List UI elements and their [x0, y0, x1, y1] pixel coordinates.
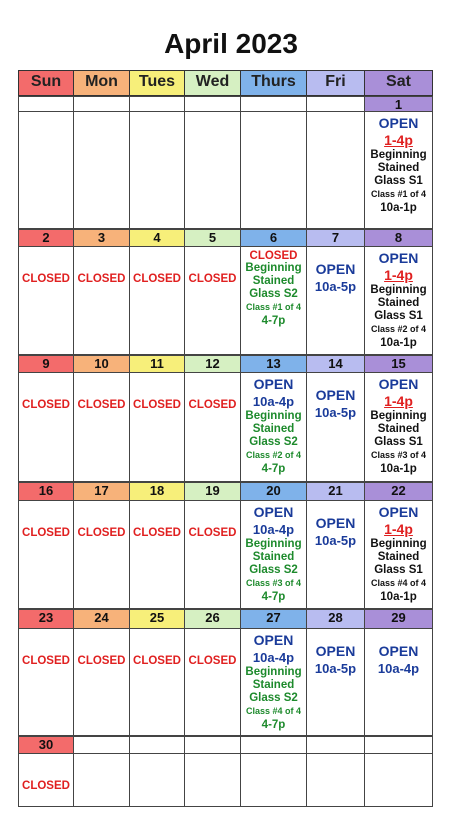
day-cell: [184, 111, 241, 229]
day-cell: [73, 372, 130, 482]
date-number: 8: [364, 229, 433, 247]
date-number: 14: [306, 355, 365, 373]
date-number: 30: [18, 736, 74, 754]
class-text: Class #1 of 4: [245, 302, 302, 312]
day-cell: [240, 500, 307, 609]
day-cell: [306, 246, 365, 355]
class-text: Stained: [252, 679, 295, 691]
hours-text: 1-4p: [384, 132, 413, 148]
day-cell: [306, 500, 365, 609]
day-header-thurs: Thurs: [240, 70, 307, 96]
day-header-fri: Fri: [306, 70, 365, 96]
closed-label: CLOSED: [188, 527, 237, 539]
day-cell: [364, 753, 433, 807]
day-cell: [364, 500, 433, 609]
class-text: Class #2 of 4: [370, 324, 427, 334]
open-label: OPEN: [315, 643, 356, 659]
open-label: OPEN: [315, 261, 356, 277]
date-number: 22: [364, 482, 433, 501]
class-text: Beginning: [370, 149, 427, 161]
date-number: [129, 736, 185, 754]
date-number: 11: [129, 355, 185, 373]
hours-text: 1-4p: [384, 521, 413, 537]
class-text: Beginning: [245, 666, 302, 678]
hours-text: 4-7p: [261, 463, 286, 475]
date-number: [129, 96, 185, 112]
day-cell: [184, 628, 241, 736]
class-text: Beginning: [370, 538, 427, 550]
class-text: Class #4 of 4: [370, 578, 427, 588]
closed-label: CLOSED: [77, 273, 126, 285]
day-cell: [240, 628, 307, 736]
hours-text: 10a-5p: [314, 279, 357, 294]
open-label: OPEN: [378, 376, 419, 392]
class-text: Class #3 of 4: [370, 450, 427, 460]
class-text: Glass S2: [249, 692, 298, 704]
hours-text: 4-7p: [261, 591, 286, 603]
day-cell: [184, 753, 241, 807]
class-text: Class #3 of 4: [245, 578, 302, 588]
day-cell: [18, 500, 74, 609]
day-cell: [129, 372, 185, 482]
day-cell: [73, 500, 130, 609]
open-label: OPEN: [253, 504, 294, 520]
class-text: Class #4 of 4: [245, 706, 302, 716]
class-text: Beginning: [245, 410, 302, 422]
date-number: [73, 96, 130, 112]
open-label: OPEN: [378, 643, 419, 659]
hours-text: 10a-1p: [380, 463, 417, 475]
day-cell: [18, 628, 74, 736]
date-number: [240, 736, 307, 754]
closed-label: CLOSED: [22, 655, 70, 667]
day-cell: [306, 111, 365, 229]
class-text: Stained: [252, 423, 295, 435]
day-cell: [364, 111, 433, 229]
class-text: Stained: [252, 275, 295, 287]
hours-text: 10a-4p: [252, 650, 295, 665]
date-number: 28: [306, 609, 365, 629]
hours-text: 10a-4p: [252, 394, 295, 409]
hours-text: 10a-5p: [314, 533, 357, 548]
day-cell: [306, 753, 365, 807]
hours-text: 10a-4p: [377, 661, 420, 676]
class-text: Glass S1: [374, 436, 423, 448]
date-number: [73, 736, 130, 754]
hours-text: 1-4p: [384, 393, 413, 409]
day-cell: [129, 753, 185, 807]
closed-label: CLOSED: [249, 250, 298, 262]
date-number: 17: [73, 482, 130, 501]
date-number: [184, 736, 241, 754]
date-number: 10: [73, 355, 130, 373]
date-number: 7: [306, 229, 365, 247]
open-label: OPEN: [378, 250, 419, 266]
closed-label: CLOSED: [133, 655, 181, 667]
day-cell: [364, 628, 433, 736]
date-number: 29: [364, 609, 433, 629]
open-label: OPEN: [378, 115, 419, 131]
day-cell: [129, 111, 185, 229]
date-number: [364, 736, 433, 754]
open-label: OPEN: [253, 632, 294, 648]
day-cell: [73, 111, 130, 229]
day-cell: [18, 246, 74, 355]
class-text: Glass S2: [249, 288, 298, 300]
open-label: OPEN: [315, 387, 356, 403]
hours-text: 10a-5p: [314, 661, 357, 676]
date-number: 9: [18, 355, 74, 373]
open-label: OPEN: [315, 515, 356, 531]
day-cell: [240, 753, 307, 807]
day-cell: [129, 500, 185, 609]
closed-label: CLOSED: [22, 527, 70, 539]
closed-label: CLOSED: [22, 273, 70, 285]
class-text: Stained: [377, 162, 420, 174]
day-header-wed: Wed: [184, 70, 241, 96]
closed-label: CLOSED: [188, 655, 237, 667]
date-number: 13: [240, 355, 307, 373]
day-cell: [18, 111, 74, 229]
day-cell: [364, 246, 433, 355]
day-cell: [73, 246, 130, 355]
day-cell: [73, 628, 130, 736]
day-header-sun: Sun: [18, 70, 74, 96]
date-number: 2: [18, 229, 74, 247]
class-text: Stained: [377, 423, 420, 435]
day-cell: [129, 246, 185, 355]
date-number: 5: [184, 229, 241, 247]
class-text: Glass S1: [374, 310, 423, 322]
hours-text: 1-4p: [384, 267, 413, 283]
class-text: Stained: [252, 551, 295, 563]
date-number: 24: [73, 609, 130, 629]
day-cell: [18, 372, 74, 482]
date-number: [184, 96, 241, 112]
day-cell: [184, 500, 241, 609]
closed-label: CLOSED: [77, 655, 126, 667]
day-cell: [240, 111, 307, 229]
class-text: Class #1 of 4: [370, 189, 427, 199]
closed-label: CLOSED: [22, 780, 70, 792]
day-cell: [306, 372, 365, 482]
hours-text: 4-7p: [261, 315, 286, 327]
closed-label: CLOSED: [188, 399, 237, 411]
page-title: April 2023: [164, 28, 298, 59]
hours-text: 10a-5p: [314, 405, 357, 420]
day-cell: [306, 628, 365, 736]
hours-text: 4-7p: [261, 719, 286, 731]
closed-label: CLOSED: [188, 273, 237, 285]
closed-label: CLOSED: [22, 399, 70, 411]
class-text: Class #2 of 4: [245, 450, 302, 460]
date-number: [306, 736, 365, 754]
date-number: 27: [240, 609, 307, 629]
closed-label: CLOSED: [77, 527, 126, 539]
closed-label: CLOSED: [133, 527, 181, 539]
date-number: 26: [184, 609, 241, 629]
class-text: Glass S1: [374, 175, 423, 187]
day-cell: [364, 372, 433, 482]
class-text: Glass S1: [374, 564, 423, 576]
hours-text: 10a-1p: [380, 337, 417, 349]
date-number: [306, 96, 365, 112]
date-number: 4: [129, 229, 185, 247]
class-text: Beginning: [245, 538, 302, 550]
closed-label: CLOSED: [133, 273, 181, 285]
day-cell: [73, 753, 130, 807]
closed-label: CLOSED: [77, 399, 126, 411]
date-number: [18, 96, 74, 112]
day-header-mon: Mon: [73, 70, 130, 96]
day-cell: [240, 372, 307, 482]
day-cell: [184, 246, 241, 355]
class-text: Beginning: [370, 284, 427, 296]
class-text: Glass S2: [249, 436, 298, 448]
date-number: 6: [240, 229, 307, 247]
closed-label: CLOSED: [133, 399, 181, 411]
date-number: 20: [240, 482, 307, 501]
date-number: 19: [184, 482, 241, 501]
hours-text: 10a-4p: [252, 522, 295, 537]
date-number: 25: [129, 609, 185, 629]
date-number: 23: [18, 609, 74, 629]
date-number: 3: [73, 229, 130, 247]
class-text: Glass S2: [249, 564, 298, 576]
day-cell: [184, 372, 241, 482]
hours-text: 10a-1p: [380, 202, 417, 214]
date-number: [240, 96, 307, 112]
date-number: 21: [306, 482, 365, 501]
date-number: 1: [364, 96, 433, 112]
day-header-sat: Sat: [364, 70, 433, 96]
date-number: 15: [364, 355, 433, 373]
class-text: Beginning: [245, 262, 302, 274]
open-label: OPEN: [253, 376, 294, 392]
day-cell: [240, 246, 307, 355]
class-text: Stained: [377, 297, 420, 309]
date-number: 16: [18, 482, 74, 501]
day-cell: [18, 753, 74, 807]
hours-text: 10a-1p: [380, 591, 417, 603]
day-cell: [129, 628, 185, 736]
date-number: 12: [184, 355, 241, 373]
date-number: 18: [129, 482, 185, 501]
class-text: Stained: [377, 551, 420, 563]
class-text: Beginning: [370, 410, 427, 422]
day-header-tues: Tues: [129, 70, 185, 96]
open-label: OPEN: [378, 504, 419, 520]
